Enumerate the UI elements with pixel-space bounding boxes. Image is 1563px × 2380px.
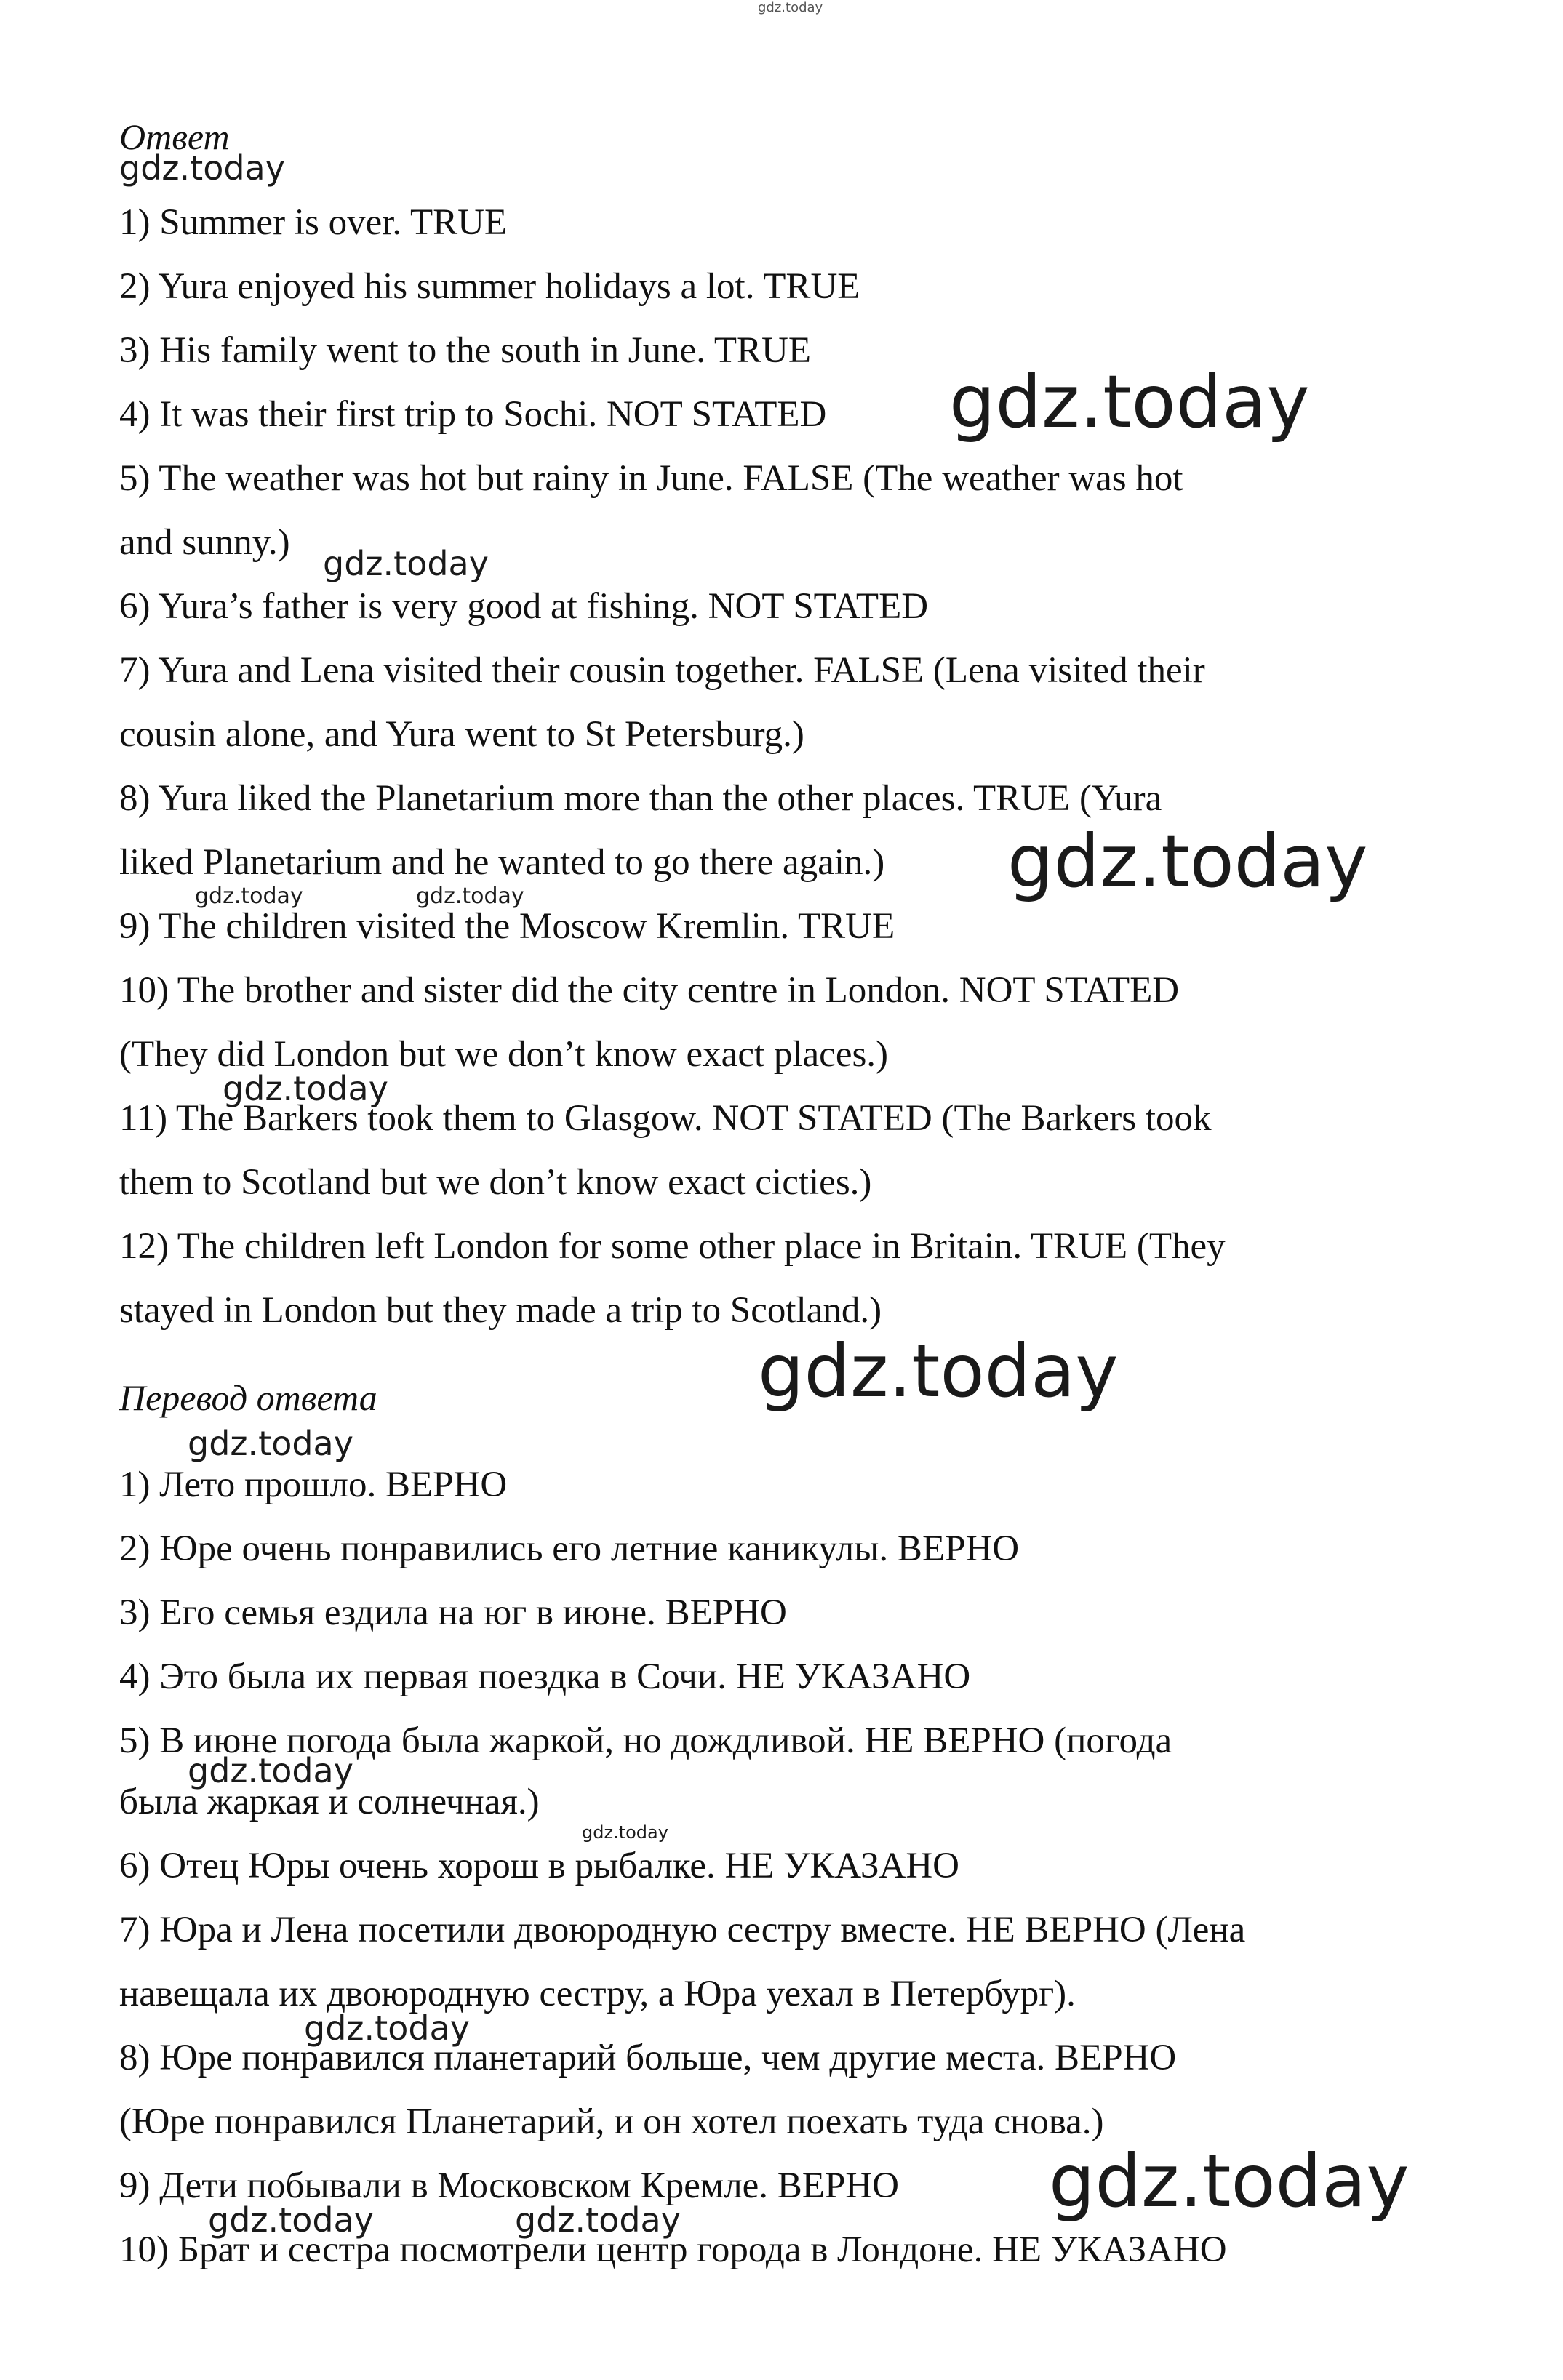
watermark: gdz.today — [323, 544, 489, 583]
watermark: gdz.today — [515, 2200, 681, 2240]
translation-line: навещала их двоюродную сестру, а Юра уехал в Петербург). — [119, 1974, 1076, 2014]
watermark: gdz.today — [758, 1329, 1119, 1414]
translation-line: (Юре понравился Планетарий, и он хотел поехать туда снова.) — [119, 2101, 1104, 2142]
watermark: gdz.today — [208, 2200, 374, 2240]
watermark: gdz.today — [582, 1822, 668, 1843]
watermark: gdz.today — [223, 1069, 388, 1108]
watermark: gdz.today — [1049, 2139, 1410, 2224]
answer-line: 5) The weather was hot but rainy in June. FALSE (The weather was hot — [119, 458, 1183, 499]
answer-line: 3) His family went to the south in June. TRUE — [119, 330, 811, 371]
answer-line: 9) The children visited the Moscow Kremlin. TRUE — [119, 906, 895, 947]
answer-line: 11) The Barkers took them to Glasgow. NOT STATED (The Barkers took — [119, 1098, 1212, 1139]
answer-line: liked Planetarium and he wanted to go there again.) — [119, 842, 885, 883]
answer-line: 2) Yura enjoyed his summer holidays a lot. TRUE — [119, 266, 860, 307]
translation-line: 2) Юре очень понравились его летние каникулы. ВЕРНО — [119, 1528, 1020, 1569]
translation-line: 4) Это была их первая поездка в Сочи. НЕ УКАЗАНО — [119, 1656, 971, 1697]
watermark: gdz.today — [416, 884, 524, 909]
watermark: gdz.today — [195, 884, 303, 909]
translation-line: была жаркая и солнечная.) — [119, 1782, 540, 1822]
watermark: gdz.today — [304, 2008, 470, 2048]
translation-line: 10) Брат и сестра посмотрели центр города в Лондоне. НЕ УКАЗАНО — [119, 2229, 1227, 2270]
translation-line: 1) Лето прошло. ВЕРНО — [119, 1465, 508, 1505]
watermark: gdz.today — [949, 359, 1310, 444]
answer-line: 12) The children left London for some other place in Britain. TRUE (They — [119, 1226, 1226, 1267]
answer-line: (They did London but we don’t know exact places.) — [119, 1034, 889, 1075]
answer-line: cousin alone, and Yura went to St Petersburg.) — [119, 714, 804, 755]
translation-line: 9) Дети побывали в Московском Кремле. ВЕРНО — [119, 2165, 899, 2206]
answer-line: 7) Yura and Lena visited their cousin together. FALSE (Lena visited their — [119, 650, 1205, 691]
answer-line: 6) Yura’s father is very good at fishing. NOT STATED — [119, 586, 929, 627]
answer-line: and sunny.) — [119, 522, 290, 563]
translation-line: 7) Юра и Лена посетили двоюродную сестру вместе. НЕ ВЕРНО (Лена — [119, 1910, 1246, 1950]
answer-line: them to Scotland but we don’t know exact cicties.) — [119, 1162, 872, 1203]
answer-line: 4) It was their first trip to Sochi. NOT STATED — [119, 394, 827, 435]
watermark: gdz.today — [188, 1424, 353, 1463]
translation-heading: Перевод ответа — [119, 1377, 377, 1418]
translation-line: 5) В июне погода была жаркой, но дождливой. НЕ ВЕРНО (погода — [119, 1720, 1172, 1761]
answer-line: 8) Yura liked the Planetarium more than the other places. TRUE (Yura — [119, 778, 1162, 819]
answer-line: 10) The brother and sister did the city centre in London. NOT STATED — [119, 970, 1180, 1011]
watermark: gdz.today — [188, 1751, 353, 1790]
translation-line: 8) Юре понравился планетарий больше, чем другие места. ВЕРНО — [119, 2038, 1177, 2078]
answer-heading: Ответ — [119, 116, 230, 157]
translation-line: 3) Его семья ездила на юг в июне. ВЕРНО — [119, 1592, 787, 1633]
watermark: gdz.today — [1007, 819, 1368, 904]
watermark: gdz.today — [119, 148, 285, 188]
watermark: gdz.today — [758, 0, 823, 15]
answer-line: stayed in London but they made a trip to Scotland.) — [119, 1290, 882, 1331]
translation-line: 6) Отец Юры очень хорош в рыбалке. НЕ УКАЗАНО — [119, 1846, 959, 1886]
answer-line: 1) Summer is over. TRUE — [119, 202, 508, 243]
